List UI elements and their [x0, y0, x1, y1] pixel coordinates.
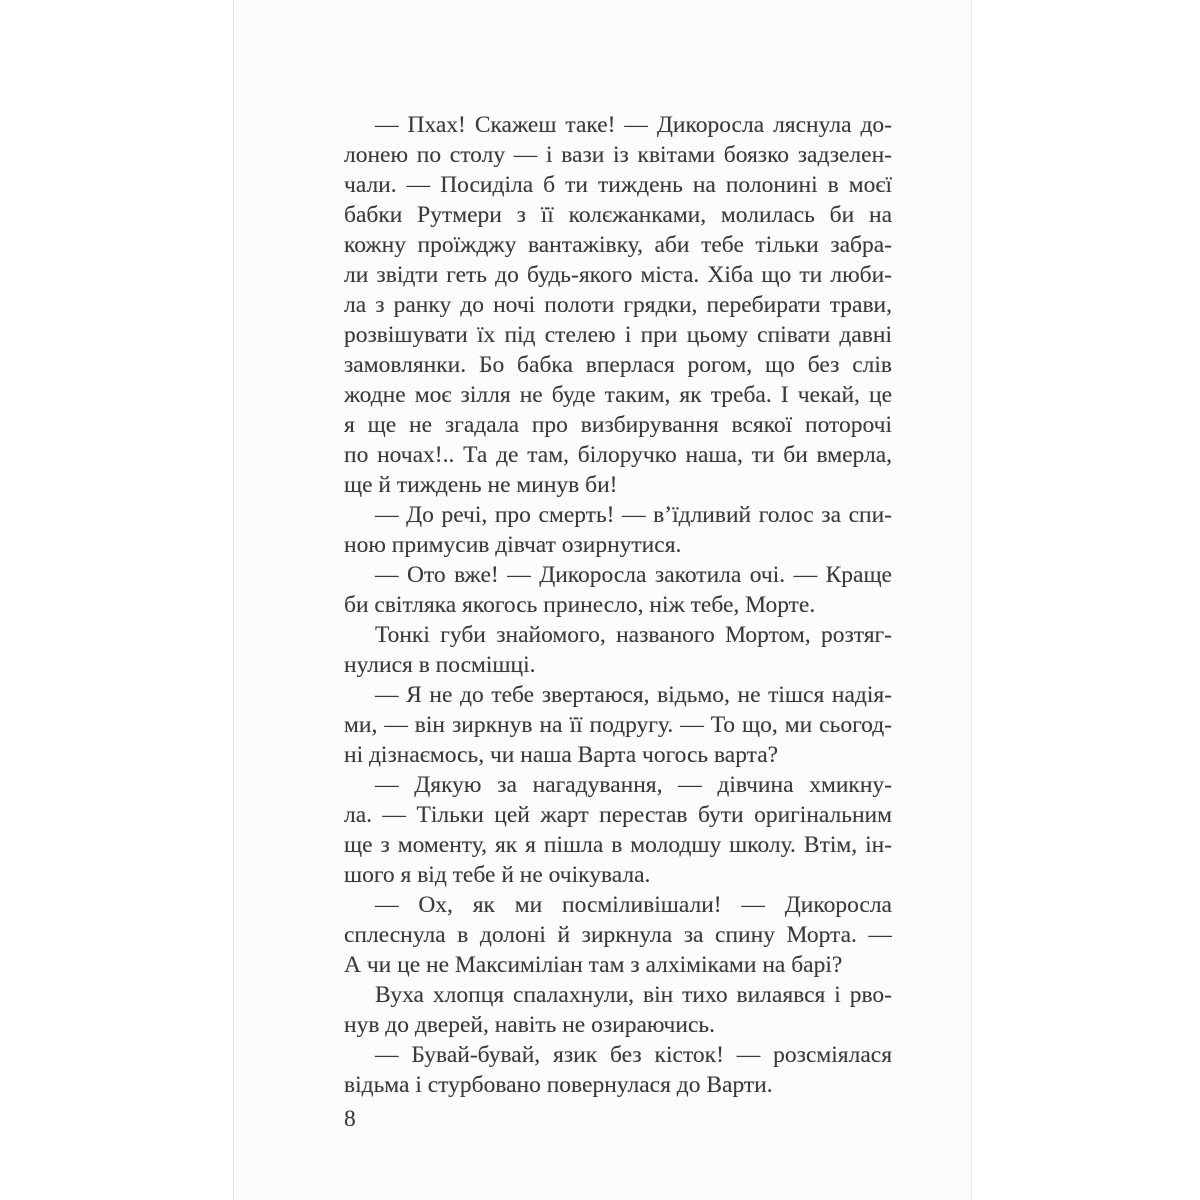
text-line: сплеснула в долоні й зиркнула за спину Морта. —	[344, 922, 892, 948]
text-line: по ночах!.. Та де там, білоручко наша, ти би вмерла,	[344, 442, 892, 468]
text-line: шого я від тебе й не очікувала.	[344, 862, 651, 888]
text-line: нулися в посмішці.	[344, 652, 536, 678]
paragraph	[344, 680, 892, 770]
text-line: ла з ранку до ночі полоти грядки, перебирати трави,	[344, 292, 892, 318]
text-line: — Ох, як ми посміливішали! — Дикоросла	[375, 892, 892, 918]
text-line: Вуха хлопця спалахнули, він тихо вилаявся і рво-	[375, 982, 892, 1008]
text-line: — Пхах! Скажеш таке! — Дикоросла ляснула до-	[375, 112, 892, 138]
text-line: ла. — Тільки цей жарт перестав бути оригінальним	[344, 802, 892, 828]
text-line: розвішувати їх під стелею і при цьому співати давні	[344, 322, 892, 348]
paragraph	[344, 1040, 892, 1100]
paragraph	[344, 620, 892, 680]
text-line: ще з моменту, як я пішла в молодшу школу. Втім, ін-	[344, 832, 892, 858]
text-line: бабки Рутмери з її колєжанками, молилась би на	[344, 202, 892, 228]
text-line: чали. — Посиділа б ти тиждень на полонині в моєї	[344, 172, 892, 198]
text-line: би світляка якогось принесло, ніж тебе, Морте.	[344, 592, 816, 618]
text-line: кожну проїжджу вантажівку, аби тебе тільки забра-	[344, 232, 892, 258]
text-line: — Дякую за нагадування, — дівчина хмикну-	[375, 772, 892, 798]
paragraph	[344, 110, 892, 500]
text-line: А чи це не Максиміліан там з алхіміками на барі?	[344, 952, 843, 978]
text-line: — Бувай-бувай, язик без кісток! — розсміялася	[375, 1042, 892, 1068]
text-line: — Я не до тебе звертаюся, відьмо, не тішся надія-	[375, 682, 892, 708]
text-line: ли звідти геть до будь-якого міста. Хіба що ти люби-	[344, 262, 892, 288]
paragraph	[344, 560, 892, 620]
text-line: замовлянки. Бо бабка вперлася рогом, що без слів	[344, 352, 892, 378]
paragraph	[344, 980, 892, 1040]
book-page	[233, 0, 972, 1200]
paragraph	[344, 890, 892, 980]
text-line: — Ото вже! — Дикоросла закотила очі. — Краще	[375, 562, 892, 588]
text-line: жодне моє зілля не буде таким, як треба. І чекай, це	[344, 382, 892, 408]
text-line: лонею по столу — і вази із квітами боязко задзелен-	[344, 142, 892, 168]
text-line: ми, — він зиркнув на її подругу. — То що, ми сьогод-	[344, 712, 892, 738]
text-line: відьма і стурбовано повернулася до Варти.	[344, 1072, 773, 1098]
paragraph	[344, 770, 892, 890]
page-number: 8	[344, 1106, 356, 1132]
text-line: я ще не згадала про визбирування всякої поторочі	[344, 412, 892, 438]
paragraph	[344, 500, 892, 560]
text-line: нув до дверей, навіть не озираючись.	[344, 1012, 715, 1038]
text-line: ще й тиждень не минув би!	[344, 472, 618, 498]
text-line: — До речі, про смерть! — в’їдливий голос за спи-	[375, 502, 892, 528]
text-line: Тонкі губи знайомого, названого Мортом, розтяг-	[375, 622, 892, 648]
text-block	[344, 110, 892, 1100]
text-line: ні дізнаємось, чи наша Варта чогось варта?	[344, 742, 779, 768]
text-line: ною примусив дівчат озирнутися.	[344, 532, 682, 558]
